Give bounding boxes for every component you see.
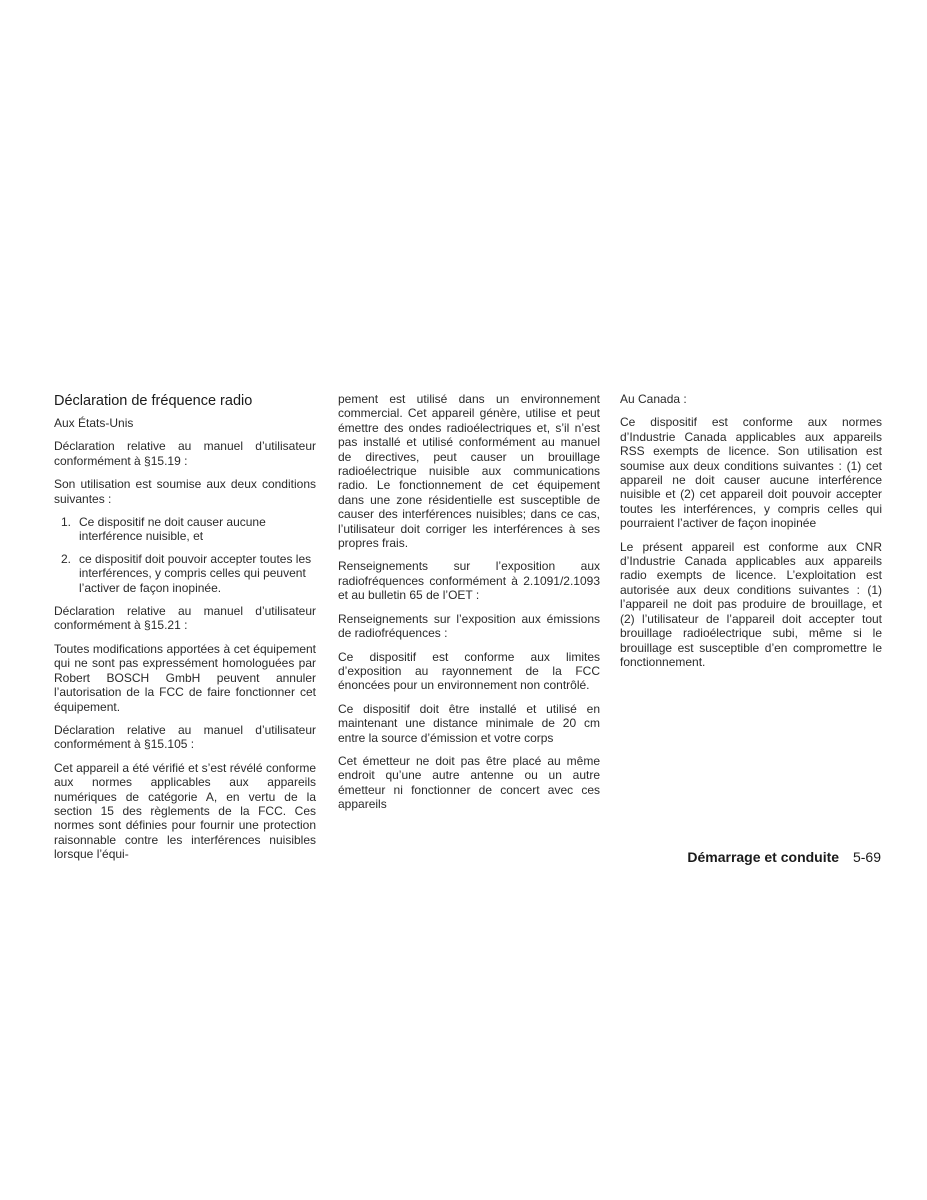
chapter-title: Démarrage et conduite — [687, 849, 840, 865]
section-title: Déclaration de fréquence radio — [54, 393, 253, 409]
list-item — [54, 515, 316, 544]
paragraph: Ce dispositif est conforme aux normes d’Industrie Canada applicables aux appareils RSS exempts de licence. Son utilisation est soumise aux deux conditions suivantes : (1) cet appareil ne doit causer aucune interférence nuisible et (2) cet appareil doit pouvoir accepter toutes les interférences, y compris celles qui pourraient l’activer de façon inopinée — [620, 415, 882, 531]
conditions-list — [54, 515, 316, 595]
paragraph: Renseignements sur l’exposition aux émissions de radiofréquences : — [338, 611, 600, 641]
paragraph: Le présent appareil est conforme aux CNR d’Industrie Canada applicables aux appareils radio exempts de licence. L’exploitation est autorisée aux deux conditions suivantes : (1) l’appareil ne doit pas produire de brouillage, et (2) l’utilisateur de l’appareil doit accepter tout brouillage radioélectrique subi, même si le brouillage est susceptible d’en compromettre le fonctionnement. — [620, 539, 882, 669]
paragraph: Cet appareil a été vérifié et s’est révélé conforme aux normes applicables aux appareils numériques de catégorie A, en vertu de la section 15 des règlements de la FCC. Ces normes sont définies pour fournir une protection raisonnable contre les interférences nuisibles lorsque l’équi- — [54, 760, 316, 862]
paragraph: Renseignements sur l’exposition aux radiofréquences conformément à 2.1091/2.1093 et au bulletin 65 de l’OET : — [338, 559, 600, 603]
paragraph: Son utilisation est soumise aux deux conditions suivantes : — [54, 477, 316, 506]
list-item-text: ce dispositif doit pouvoir accepter toutes les interférences, y compris celles qui peuvent l’activer de façon inopinée. — [79, 551, 312, 595]
list-item-number: 1. — [61, 515, 72, 530]
column-1 — [54, 392, 316, 871]
page-number: 5-69 — [852, 849, 881, 865]
column-3 — [620, 392, 882, 678]
column-2 — [338, 392, 600, 821]
paragraph: Déclaration relative au manuel d’utilisateur conformément à §15.21 : — [54, 604, 316, 633]
region-heading-canada: Au Canada : — [620, 392, 687, 406]
list-item — [54, 552, 316, 595]
region-heading-usa: Aux États-Unis — [54, 416, 134, 430]
list-item-number: 2. — [61, 551, 72, 566]
paragraph: Déclaration relative au manuel d’utilisateur conformément à §15.19 : — [54, 439, 316, 468]
paragraph: Ce dispositif est conforme aux limites d’exposition au rayonnement de la FCC énoncées pour un environnement non contrôlé. — [338, 649, 600, 693]
paragraph: Toutes modifications apportées à cet équipement qui ne sont pas expressément homologuées par Robert BOSCH GmbH peuvent annuler l’autorisation de la FCC de faire fonctionner cet équipement. — [54, 641, 316, 714]
paragraph: Déclaration relative au manuel d’utilisateur conformément à §15.105 : — [54, 722, 316, 752]
page-footer — [687, 848, 881, 866]
list-item-text: Ce dispositif ne doit causer aucune interférence nuisible, et — [79, 515, 266, 544]
paragraph: pement est utilisé dans un environnement commercial. Cet appareil génère, utilise et peut émettre des ondes radioélectriques et, s’il n’est pas installé et utilisé conformément au manuel de directives, peut causer un brouillage radioélectrique nuisible aux communications radio. Le fonctionnement de cet équipement dans une zone résidentielle est susceptible de causer des interférences nuisibles; dans ce cas, l’utilisateur doit corriger les interférences à ses propres frais. — [338, 392, 600, 551]
paragraph: Cet émetteur ne doit pas être placé au même endroit qu’une autre antenne ou un autre émetteur ni fonctionner de concert avec ces appareils — [338, 753, 600, 812]
paragraph: Ce dispositif doit être installé et utilisé en maintenant une distance minimale de 20 cm entre la source d’émission et votre corps — [338, 701, 600, 745]
